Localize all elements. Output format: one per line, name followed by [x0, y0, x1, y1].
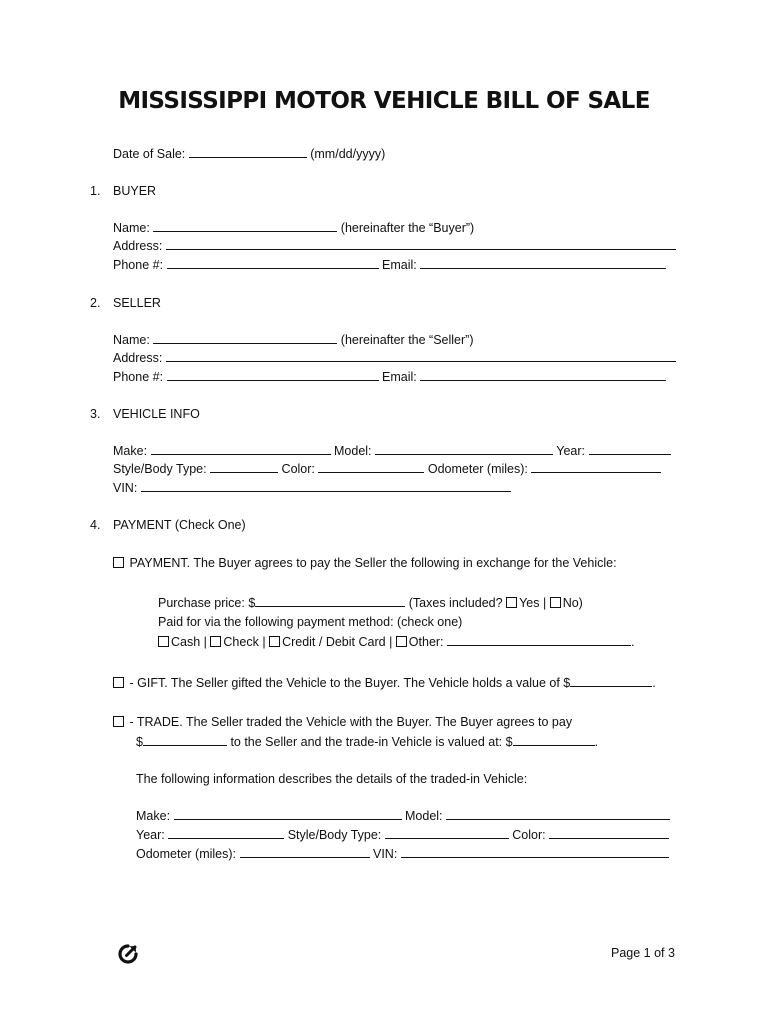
- trade-vin-field[interactable]: [401, 846, 669, 858]
- check-checkbox[interactable]: [210, 636, 221, 647]
- make-label: Make:: [113, 444, 148, 458]
- color-field[interactable]: [318, 461, 424, 473]
- make-field[interactable]: [151, 443, 331, 455]
- section-buyer-heading: [90, 183, 156, 199]
- odometer-label: Odometer (miles):: [427, 462, 528, 476]
- separator: |: [389, 635, 393, 649]
- vehicle-style-row: [113, 461, 661, 477]
- year-field[interactable]: [589, 443, 671, 455]
- trade-color-field[interactable]: [549, 827, 669, 839]
- other-field[interactable]: [447, 634, 631, 646]
- separator: |: [203, 635, 207, 649]
- buyer-address-row: [113, 238, 676, 254]
- buyer-address-field[interactable]: [166, 238, 676, 250]
- model-label: Model:: [334, 444, 372, 458]
- seller-phone-field[interactable]: [167, 369, 379, 381]
- seller-name-field[interactable]: [153, 332, 337, 344]
- trade-make-row: [136, 808, 670, 824]
- color-label: Color:: [281, 462, 315, 476]
- trade-checkbox[interactable]: [113, 716, 124, 727]
- model-field[interactable]: [375, 443, 553, 455]
- buyer-name-field[interactable]: [153, 220, 337, 232]
- seller-address-label: Address:: [113, 351, 163, 365]
- trade-style-label: Style/Body Type:: [287, 828, 382, 842]
- buyer-name-label: Name:: [113, 221, 150, 235]
- buyer-name-row: [113, 220, 474, 236]
- trade-year-field[interactable]: [168, 827, 284, 839]
- trade-year-row: [136, 827, 669, 843]
- period: .: [631, 635, 635, 649]
- purchase-price-row: [158, 595, 583, 611]
- cash-label: Cash: [171, 635, 201, 649]
- section-number: 3.: [90, 407, 101, 421]
- buyer-name-suffix: (hereinafter the “Buyer”): [340, 221, 475, 235]
- trade-value-field[interactable]: [513, 734, 595, 746]
- arrow-logo-icon: [117, 943, 139, 965]
- trade-vin-label: VIN:: [373, 847, 398, 861]
- gift-checkbox[interactable]: [113, 677, 124, 688]
- buyer-email-label: Email:: [382, 258, 417, 272]
- card-checkbox[interactable]: [269, 636, 280, 647]
- gift-option-row: [113, 675, 656, 691]
- section-number: 4.: [90, 518, 101, 532]
- purchase-price-field[interactable]: [255, 595, 405, 607]
- vehicle-vin-row: [113, 480, 511, 496]
- seller-email-field[interactable]: [420, 369, 666, 381]
- vin-label: VIN:: [113, 481, 138, 495]
- trade-pay-field[interactable]: [143, 734, 227, 746]
- year-label: Year:: [556, 444, 586, 458]
- section-number: 2.: [90, 296, 101, 310]
- payment-method-options: [158, 634, 635, 650]
- date-label: Date of Sale:: [113, 147, 186, 161]
- section-title: PAYMENT (Check One): [113, 518, 246, 532]
- seller-address-field[interactable]: [166, 350, 676, 362]
- style-field[interactable]: [210, 461, 278, 473]
- trade-info-row: [136, 771, 527, 787]
- taxes-yes-checkbox[interactable]: [506, 597, 517, 608]
- buyer-address-label: Address:: [113, 239, 163, 253]
- card-label: Credit / Debit Card: [282, 635, 386, 649]
- style-label: Style/Body Type:: [113, 462, 207, 476]
- page-number: Page 1 of 3: [611, 946, 675, 960]
- seller-name-label: Name:: [113, 333, 150, 347]
- payment-method-row: [158, 614, 462, 630]
- seller-address-row: [113, 350, 676, 366]
- taxes-no-checkbox[interactable]: [550, 597, 561, 608]
- odometer-field[interactable]: [531, 461, 661, 473]
- taxes-label: (Taxes included?: [408, 596, 503, 610]
- vin-field[interactable]: [141, 480, 511, 492]
- trade-style-field[interactable]: [385, 827, 509, 839]
- date-format: (mm/dd/yyyy): [310, 147, 386, 161]
- seller-email-label: Email:: [382, 370, 417, 384]
- section-vehicle-heading: [90, 406, 200, 422]
- trade-option-text: - TRADE. The Seller traded the Vehicle with the Buyer. The Buyer agrees to pay: [129, 715, 573, 729]
- gift-value-field[interactable]: [570, 675, 652, 687]
- seller-name-row: [113, 332, 474, 348]
- section-number: 1.: [90, 184, 101, 198]
- trade-odometer-row: [136, 846, 669, 862]
- buyer-contact-row: [113, 257, 666, 273]
- period: .: [652, 676, 656, 690]
- taxes-yes-label: Yes: [519, 596, 540, 610]
- buyer-phone-field[interactable]: [167, 257, 379, 269]
- trade-model-field[interactable]: [446, 808, 670, 820]
- seller-phone-label: Phone #:: [113, 370, 164, 384]
- seller-contact-row: [113, 369, 666, 385]
- trade-option-row: [113, 714, 572, 730]
- cash-checkbox[interactable]: [158, 636, 169, 647]
- buyer-email-field[interactable]: [420, 257, 666, 269]
- purchase-price-label: Purchase price: $: [158, 596, 256, 610]
- period: .: [594, 735, 599, 749]
- section-title: VEHICLE INFO: [113, 407, 200, 421]
- vehicle-make-row: [113, 443, 671, 459]
- trade-amount-row: [136, 734, 598, 750]
- separator: |: [262, 635, 266, 649]
- taxes-no-label: No): [562, 596, 583, 610]
- separator: |: [542, 596, 547, 610]
- date-of-sale-row: [113, 146, 385, 162]
- trade-make-field[interactable]: [174, 808, 402, 820]
- other-label: Other:: [408, 635, 444, 649]
- trade-odometer-field[interactable]: [240, 846, 370, 858]
- payment-checkbox[interactable]: [113, 557, 124, 568]
- trade-mid-text: to the Seller and the trade-in Vehicle is valued at: $: [230, 735, 513, 749]
- payment-method-label: Paid for via the following payment method: (check one): [158, 615, 463, 629]
- section-seller-heading: [90, 295, 161, 311]
- section-title: BUYER: [113, 184, 157, 198]
- document-title: MISSISSIPPI MOTOR VEHICLE BILL OF SALE: [118, 88, 650, 114]
- date-field[interactable]: [189, 146, 307, 158]
- buyer-phone-label: Phone #:: [113, 258, 164, 272]
- trade-color-label: Color:: [512, 828, 546, 842]
- trade-dollar: $: [136, 735, 143, 749]
- trade-make-label: Make:: [136, 809, 171, 823]
- other-checkbox[interactable]: [396, 636, 407, 647]
- trade-odometer-label: Odometer (miles):: [136, 847, 237, 861]
- payment-option-text: PAYMENT. The Buyer agrees to pay the Seller the following in exchange for the Vehicle:: [129, 556, 617, 570]
- section-payment-heading: [90, 517, 246, 533]
- gift-option-text: - GIFT. The Seller gifted the Vehicle to the Buyer. The Vehicle holds a value of $: [129, 676, 571, 690]
- trade-model-label: Model:: [405, 809, 443, 823]
- check-label: Check: [223, 635, 259, 649]
- section-title: SELLER: [113, 296, 161, 310]
- seller-name-suffix: (hereinafter the “Seller”): [340, 333, 474, 347]
- trade-info-text: The following information describes the details of the traded-in Vehicle:: [136, 772, 528, 786]
- trade-year-label: Year:: [136, 828, 165, 842]
- payment-option-row: [113, 555, 617, 571]
